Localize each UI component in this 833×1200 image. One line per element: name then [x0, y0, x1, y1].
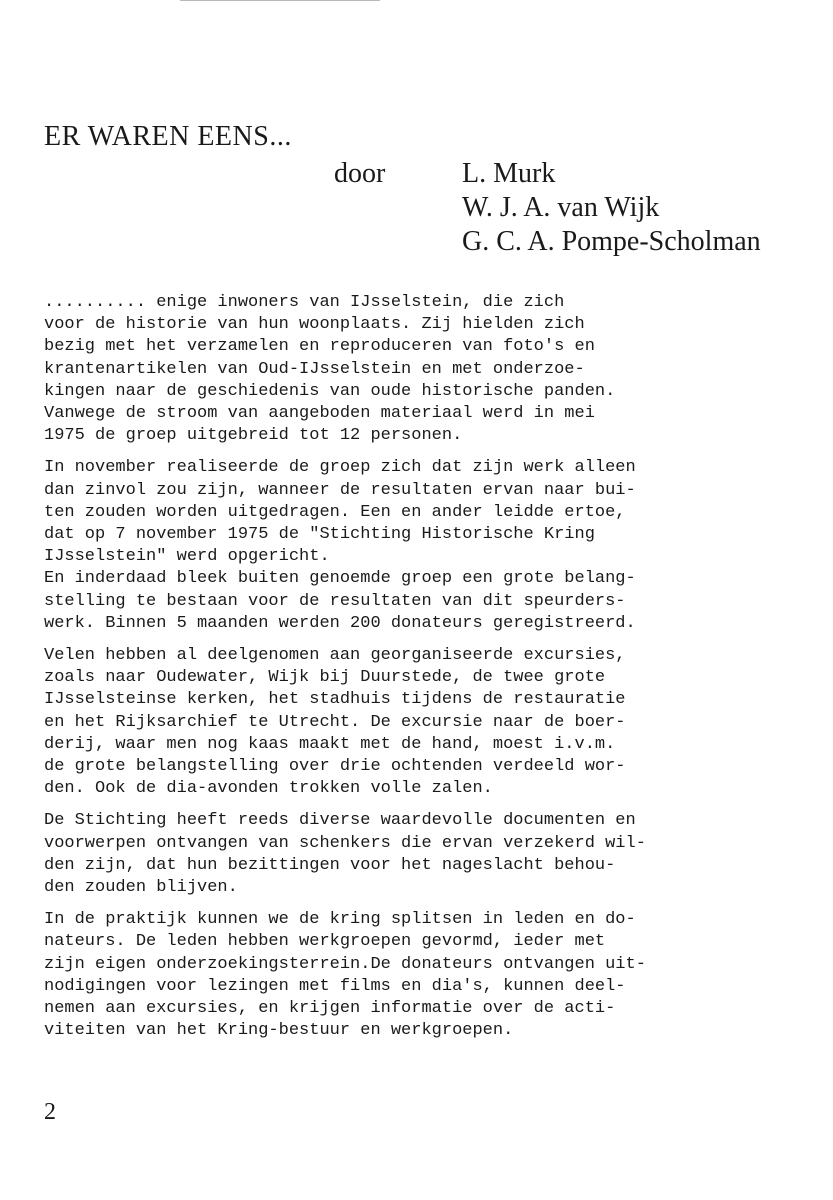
- text-line: IJsselstein" werd opgericht.: [44, 547, 330, 567]
- text-line: werk. Binnen 5 maanden werden 200 donateurs geregistreerd.: [44, 613, 636, 633]
- byline-label: door: [334, 158, 386, 189]
- text-line: en het Rijksarchief te Utrecht. De excursie naar de boer-: [44, 712, 626, 732]
- text-line: In november realiseerde de groep zich dat zijn werk alleen: [44, 458, 636, 478]
- paragraph-membership: [44, 909, 829, 1042]
- paragraph-donations: [44, 810, 829, 899]
- text-line: viteiten van het Kring-bestuur en werkgroepen.: [44, 1021, 514, 1041]
- text-line: voor de historie van hun woonplaats. Zij hielden zich: [44, 315, 585, 335]
- text-line: In de praktijk kunnen we de kring splitsen in leden en do-: [44, 910, 636, 930]
- text-line: kingen naar de geschiedenis van oude historische panden.: [44, 381, 616, 401]
- top-edge-rule: [180, 0, 380, 1]
- text-line: dan zinvol zou zijn, wanneer de resultaten ervan naar bui-: [44, 480, 636, 500]
- paragraph-excursions: [44, 645, 829, 800]
- author-name: W. J. A. van Wijk: [462, 192, 660, 223]
- text-line: nateurs. De leden hebben werkgroepen gevormd, ieder met: [44, 932, 606, 952]
- text-line: Vanwege de stroom van aangeboden materiaal werd in mei: [44, 404, 595, 424]
- text-line: de grote belangstelling over drie ochtenden verdeeld wor-: [44, 757, 626, 777]
- paragraph-founding: [44, 457, 829, 635]
- text-line: IJsselsteinse kerken, het stadhuis tijdens de restauratie: [44, 690, 626, 710]
- text-line: En inderdaad bleek buiten genoemde groep een grote belang-: [44, 569, 636, 589]
- author-name: G. C. A. Pompe-Scholman: [462, 226, 761, 257]
- text-line: nodigingen voor lezingen met films en dia's, kunnen deel-: [44, 976, 626, 996]
- text-line: den. Ook de dia-avonden trokken volle zalen.: [44, 779, 493, 799]
- text-line: derij, waar men nog kaas maakt met de hand, moest i.v.m.: [44, 734, 616, 754]
- text-line: ten zouden worden uitgedragen. Een en ander leidde ertoe,: [44, 502, 626, 522]
- text-line: zijn eigen onderzoekingsterrein.De donateurs ontvangen uit-: [44, 954, 646, 974]
- article-body: [44, 292, 829, 1053]
- text-line: .......... enige inwoners van IJsselstein, die zich: [44, 293, 565, 312]
- text-line: De Stichting heeft reeds diverse waardevolle documenten en: [44, 811, 636, 831]
- text-line: Velen hebben al deelgenomen aan georganiseerde excursies,: [44, 646, 626, 666]
- author-name: L. Murk: [462, 158, 556, 189]
- author-list: [462, 157, 761, 259]
- text-line: stelling te bestaan voor de resultaten van dit speurders-: [44, 591, 626, 611]
- text-line: dat op 7 november 1975 de "Stichting Historische Kring: [44, 525, 595, 545]
- text-line: den zouden blijven.: [44, 878, 238, 898]
- text-line: den zijn, dat hun bezittingen voor het nageslacht behou-: [44, 855, 616, 875]
- paragraph-intro: [44, 292, 829, 447]
- text-line: nemen aan excursies, en krijgen informatie over de acti-: [44, 999, 616, 1019]
- page-number: 2: [44, 1099, 56, 1125]
- text-line: zoals naar Oudewater, Wijk bij Duurstede, de twee grote: [44, 668, 606, 688]
- text-line: bezig met het verzamelen en reproduceren van foto's en: [44, 337, 595, 357]
- text-line: voorwerpen ontvangen van schenkers die ervan verzekerd wil-: [44, 833, 646, 853]
- article-title: ER WAREN EENS...: [44, 121, 292, 152]
- text-line: 1975 de groep uitgebreid tot 12 personen.: [44, 426, 463, 446]
- text-line: krantenartikelen van Oud-IJsselstein en met onderzoe-: [44, 359, 585, 379]
